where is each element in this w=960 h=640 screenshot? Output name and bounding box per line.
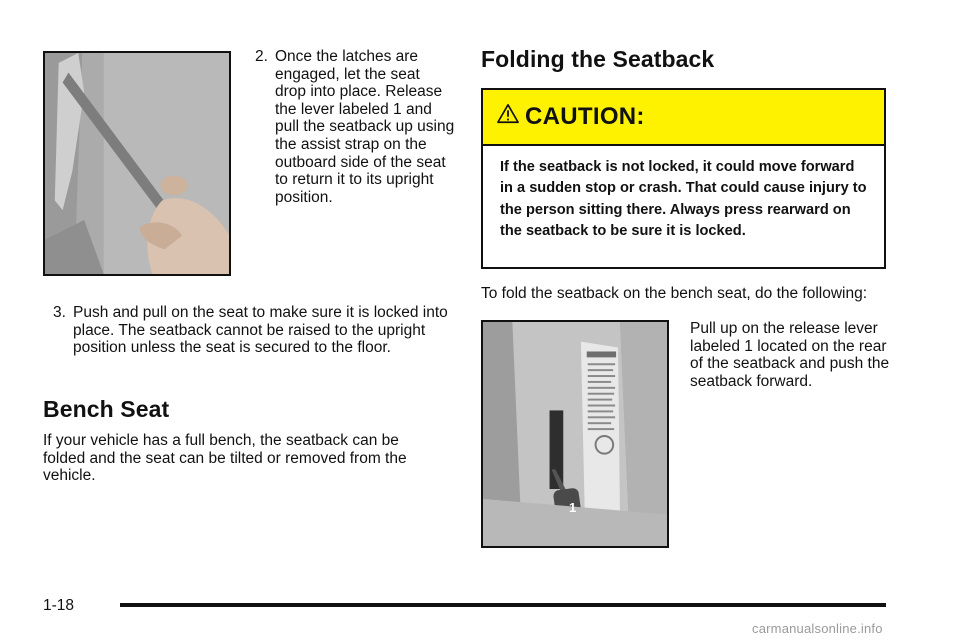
watermark-text: carmanualsonline.info [752,621,883,636]
caution-label: CAUTION: [525,103,645,130]
step-3-number: 3. [53,304,66,321]
caution-text: If the seatback is not locked, it could move forward in a sudden stop or crash. That could cause injury to the person sitting there. Always press rearward on the seatback to be sure it is locked. [500,159,867,240]
folding-seatback-heading: Folding the Seatback [481,46,715,72]
strap-photo-illustration [45,53,229,274]
page-number: 1-18 [43,597,75,614]
bench-seat-paragraph: If your vehicle has a full bench, the seatback can be folded and the seat can be tilted or removed from the vehicle. [43,432,407,485]
fold-intro-text: To fold the seatback on the bench seat, do the following: [481,285,868,302]
step-2-text: Once the latches are engaged, let the seat drop into place. Release the lever labeled 1 and pull the seatback up using the assist strap on the outboard side of the seat to return it to its upright position. [275,48,455,206]
strap-photo [43,51,231,276]
caution-box [481,88,886,269]
step-3-text: Push and pull on the seat to make sure it is locked into place. The seatback cannot be raised to the upright position unless the seat is secured to the floor. [73,304,448,357]
lever-number-label: 1 [569,500,577,515]
seatback-lever-photo [481,320,669,548]
warning-triangle-icon [497,103,519,125]
caution-header [483,90,884,146]
step-2-number: 2. [255,48,268,65]
step-3 [53,304,448,357]
step-2 [255,48,455,206]
bench-seat-heading: Bench Seat [43,396,170,422]
fold-instruction-text: Pull up on the release lever labeled 1 located on the rear of the seatback and push the seatback forward. [690,320,890,390]
footer-rule [120,603,886,607]
